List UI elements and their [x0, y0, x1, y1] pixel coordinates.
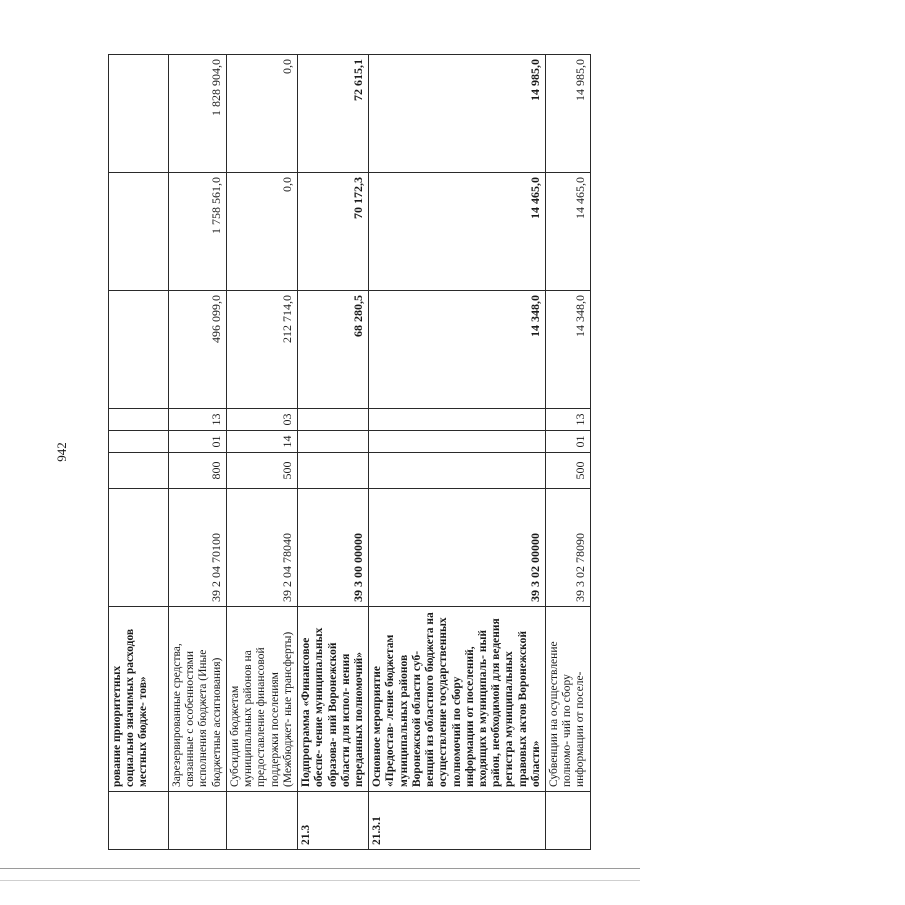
- row-vr: [298, 453, 369, 489]
- row-sum-year-2: [109, 173, 169, 291]
- row-sum-year-1: 14 348,0: [369, 291, 546, 409]
- row-vr: 500: [546, 453, 591, 489]
- row-sum-year-3: 0,0: [227, 55, 298, 173]
- row-name: Основное мероприятие «Предостав- ление бюджетам муниципальных районов Воронежской области суб- венций из областного бюджета на осуществление государственных полномочий по сбору информации от поселений, входящих в муниципаль- ный район, необходимой для ведения регистра муниципальных правовых актов Воронежской области»: [369, 607, 546, 792]
- row-kcsr: 39 3 02 00000: [369, 489, 546, 607]
- row-kcsr: 39 3 02 78090: [546, 489, 591, 607]
- row-number: [109, 792, 169, 850]
- rotated-page-content: [108, 55, 905, 845]
- row-number: [546, 792, 591, 850]
- row-sum-year-3: 1 828 904,0: [169, 55, 227, 173]
- row-sum-year-2: 14 465,0: [369, 173, 546, 291]
- scan-edge-line: [0, 868, 640, 869]
- row-number: 21.3.1: [369, 792, 546, 850]
- row-number: [169, 792, 227, 850]
- row-sum-year-3: 72 615,1: [298, 55, 369, 173]
- row-rz: [109, 431, 169, 453]
- row-kcsr: 39 2 04 78040: [227, 489, 298, 607]
- row-kcsr: [109, 489, 169, 607]
- row-vr: [369, 453, 546, 489]
- row-pr: [298, 409, 369, 431]
- row-number: [227, 792, 298, 850]
- row-number: 21.3: [298, 792, 369, 850]
- row-rz: 14: [227, 431, 298, 453]
- row-kcsr: 39 3 00 00000: [298, 489, 369, 607]
- page-number: 942: [54, 442, 69, 462]
- row-pr: 03: [227, 409, 298, 431]
- row-vr: 500: [227, 453, 298, 489]
- row-name: Субвенции на осуществление полномо- чий по сбору информации от поселе-: [546, 607, 591, 792]
- row-sum-year-1: 68 280,5: [298, 291, 369, 409]
- row-vr: [109, 453, 169, 489]
- row-sum-year-3: 14 985,0: [369, 55, 546, 173]
- row-name: Субсидии бюджетам муниципальных районов на предоставление финансовой поддержки поселениям (Межбюджет- ные трансферты): [227, 607, 298, 792]
- row-name: Зарезервированные средства, связанные с особенностями исполнения бюджета (Иные бюджетные ассигнования): [169, 607, 227, 792]
- table-row: [109, 55, 169, 850]
- budget-table: [108, 54, 591, 850]
- row-rz: [369, 431, 546, 453]
- row-name: Подпрограмма «Финансовое обеспе- чение муниципальных образова- ний Воронежской области для испол- нения переданных полномочий»: [298, 607, 369, 792]
- row-sum-year-2: 0,0: [227, 173, 298, 291]
- row-sum-year-1: [109, 291, 169, 409]
- row-rz: 01: [546, 431, 591, 453]
- row-sum-year-2: 70 172,3: [298, 173, 369, 291]
- table-row: [369, 55, 546, 850]
- row-pr: 13: [546, 409, 591, 431]
- row-name: рование приоритетных социально значимых расходов местных бюдже- тов»: [109, 607, 169, 792]
- row-rz: 01: [169, 431, 227, 453]
- table-row: [227, 55, 298, 850]
- row-sum-year-1: 212 714,0: [227, 291, 298, 409]
- row-sum-year-3: [109, 55, 169, 173]
- row-sum-year-1: 14 348,0: [546, 291, 591, 409]
- row-sum-year-3: 14 985,0: [546, 55, 591, 173]
- row-vr: 800: [169, 453, 227, 489]
- table-row: [298, 55, 369, 850]
- table-row: [546, 55, 591, 850]
- row-kcsr: 39 2 04 70100: [169, 489, 227, 607]
- row-pr: [109, 409, 169, 431]
- row-pr: [369, 409, 546, 431]
- row-pr: 13: [169, 409, 227, 431]
- row-rz: [298, 431, 369, 453]
- table-row: [169, 55, 227, 850]
- scan-edge-line: [0, 880, 640, 881]
- row-sum-year-2: 1 758 561,0: [169, 173, 227, 291]
- row-sum-year-2: 14 465,0: [546, 173, 591, 291]
- row-sum-year-1: 496 099,0: [169, 291, 227, 409]
